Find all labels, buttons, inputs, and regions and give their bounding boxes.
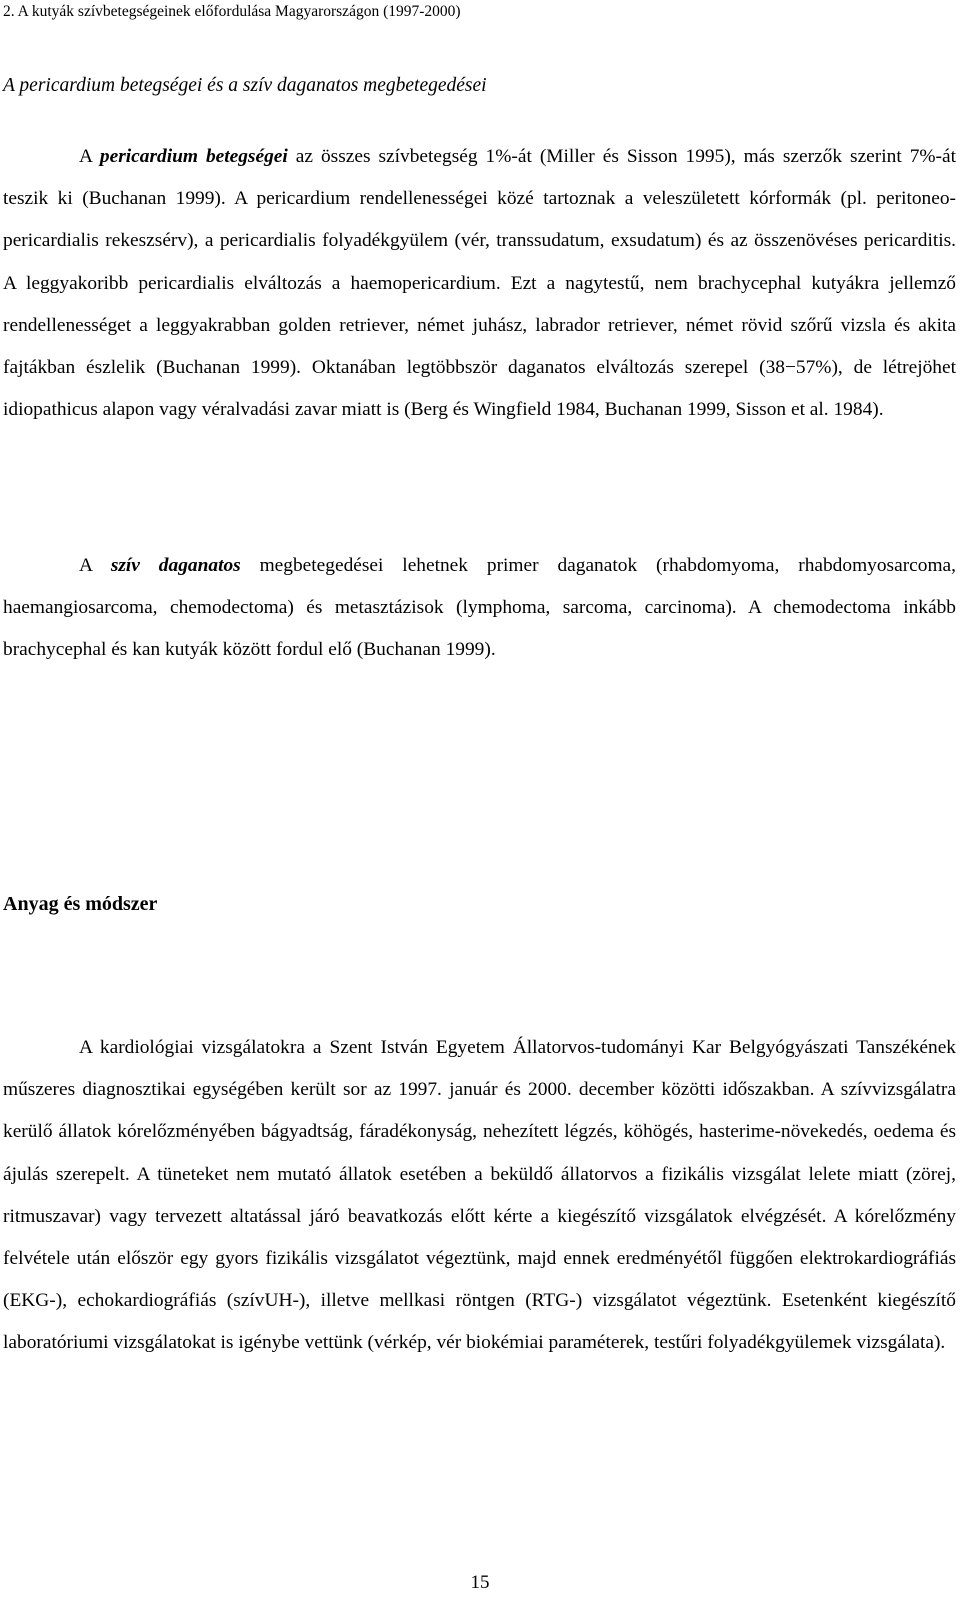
emphasized-term: szív daganatos xyxy=(110,555,241,576)
running-header: 2. A kutyák szívbetegségeinek előfordulása Magyarországon (1997-2000) xyxy=(3,3,461,20)
section-subtitle: A pericardium betegségei és a szív daganatos megbetegedései xyxy=(3,75,487,96)
methods-heading: Anyag és módszer xyxy=(3,893,158,915)
paragraph-pericardium xyxy=(3,136,956,431)
paragraph-text: az összes szívbetegség 1%-át (Miller és Sisson 1995), más szerzők szerint 7%-át teszik ki (Buchanan 1999). A pericardium rendellenességei közé tartoznak a veleszületett kórformák (pl. peritoneo-pericardialis rekeszsérv), a pericardialis folyadékgyülem (vér, transsudatum, exsudatum) és az összenövéses pericarditis. A leggyakoribb pericardialis elváltozás a haemopericardium. Ezt a nagytestű, nem brachycephal kutyákra jellemző rendellenességet a leggyakrabban golden retriever, német juhász, labrador retriever, német rövid szőrű vizsla és akita fajtákban észlelik (Buchanan 1999). Oktanában legtöbbször daganatos elváltozás szerepel (38−57%), de létrejöhet idiopathicus alapon vagy véralvadási zavar miatt is (Berg és Wingfield 1984, Buchanan 1999, Sisson et al. 1984). xyxy=(3,146,956,421)
page-number: 15 xyxy=(470,1572,490,1593)
emphasized-term: pericardium betegségei xyxy=(99,146,288,167)
paragraph-text: megbetegedései lehetnek primer daganatok (rhabdomyoma, rhabdomyosarcoma, haemangiosarcoma, chemodectoma) és metasztázisok (lymphoma, sarcoma, carcinoma). A chemodectoma inkább brachycephal és kan kutyák között fordul elő (Buchanan 1999). xyxy=(3,555,956,661)
paragraph-lead: A xyxy=(79,555,111,576)
paragraph-heart-tumors xyxy=(3,545,956,672)
paragraph-methods: A kardiológiai vizsgálatokra a Szent István Egyetem Állatorvos-tudományi Kar Belgyógyászati Tanszékének műszeres diagnosztikai egységében került sor az 1997. január és 2000. december közötti időszakban. A szívvizsgálatra kerülő állatok kórelőzményében bágyadtság, fáradékonyság, nehezített légzés, köhögés, hasterime-növekedés, oedema és ájulás szerepelt. A tüneteket nem mutató állatok esetében a beküldő állatorvos a fizikális vizsgálat lelete miatt (zörej, ritmuszavar) vagy tervezett altatással járó beavatkozás előtt kérte a kiegészítő vizsgálatok elvégzését. A kórelőzmény felvétele után először egy gyors fizikális vizsgálatot végeztünk, majd ennek eredményétől függően elektrokardiográfiás (EKG-), echokardiográfiás (szívUH-), illetve mellkasi röntgen (RTG-) vizsgálatot végeztünk. Esetenként kiegészítő laboratóriumi vizsgálatokat is igénybe vettünk (vérkép, vér biokémiai paraméterek, testűri folyadékgyülemek vizsgálata). xyxy=(3,1037,956,1354)
paragraph-lead: A xyxy=(79,146,100,167)
